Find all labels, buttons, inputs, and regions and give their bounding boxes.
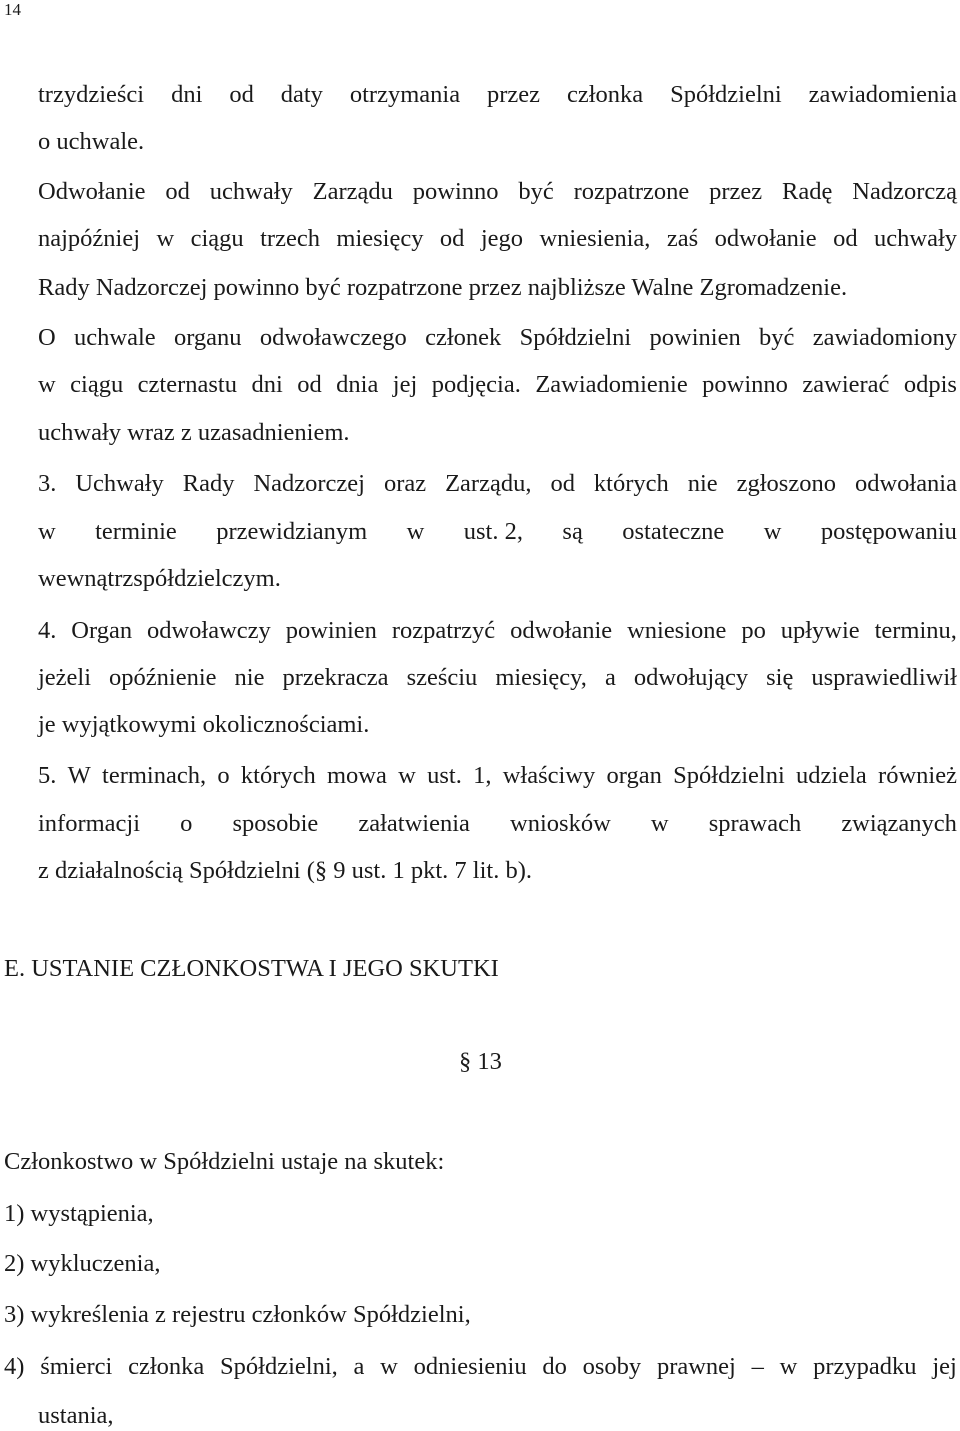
- word: odniesieniu: [413, 1353, 527, 1380]
- paragraph-number: § 13: [459, 1048, 502, 1075]
- section-heading: E. USTANIE CZŁONKOSTWA I JEGO SKUTKI: [4, 955, 499, 982]
- word: prawnej: [656, 1353, 736, 1380]
- word: Spółdzielni,: [220, 1353, 338, 1380]
- word: w: [650, 810, 669, 837]
- word: 5.: [38, 762, 57, 789]
- word: sprawach: [708, 810, 802, 837]
- word: których: [593, 470, 669, 497]
- word: których: [240, 762, 316, 789]
- word: się: [766, 664, 794, 691]
- word: odwoławczego: [259, 324, 407, 351]
- word: sześciu: [406, 664, 478, 691]
- word: przez: [709, 178, 763, 205]
- word: związanych: [841, 810, 957, 837]
- word: o: [180, 810, 193, 837]
- word: opóźnienie: [109, 664, 217, 691]
- word: Uchwały: [75, 470, 164, 497]
- word: upływie: [780, 617, 860, 644]
- word: a: [604, 664, 616, 691]
- word: W: [67, 762, 91, 789]
- word: 3.: [38, 470, 57, 497]
- word: terminu,: [874, 617, 957, 644]
- text-line-17: z działalnością Spółdzielni (§ 9 ust. 1 pkt. 7 lit. b).: [38, 857, 532, 884]
- word: odwoławczy: [146, 617, 271, 644]
- word: Rady: [182, 470, 235, 497]
- word: mowa: [327, 762, 387, 789]
- word: sposobie: [232, 810, 319, 837]
- word: 4): [4, 1353, 25, 1380]
- word: oraz: [383, 470, 427, 497]
- word: organ: [606, 762, 662, 789]
- word: nie: [687, 470, 718, 497]
- text-line-4: [38, 224, 957, 254]
- word: ostateczne: [622, 518, 725, 545]
- word: zawierać: [802, 371, 890, 398]
- word: członek: [425, 324, 502, 351]
- word: 1,: [473, 762, 492, 789]
- text-line-10: [38, 517, 957, 547]
- word: dni: [251, 371, 283, 398]
- word: przypadku: [813, 1353, 917, 1380]
- word: zgłoszono: [736, 470, 836, 497]
- word: O: [38, 324, 56, 351]
- word: w: [406, 518, 425, 545]
- text-line-5: Rady Nadzorczej powinno być rozpatrzone przez najbliższe Walne Zgromadzenie.: [38, 274, 848, 301]
- page-number: 14: [4, 0, 21, 19]
- word: udziela: [796, 762, 867, 789]
- word: również: [878, 762, 957, 789]
- word: do: [542, 1353, 567, 1380]
- word: nie: [234, 664, 265, 691]
- word: po: [741, 617, 766, 644]
- word: jej: [392, 371, 418, 398]
- list-item-3: 3) wykreślenia z rejestru członków Spółdzielni,: [4, 1301, 471, 1328]
- word: właściwy: [502, 762, 596, 789]
- text-line-12: [38, 616, 957, 646]
- word: powinien: [649, 324, 741, 351]
- word: w: [398, 762, 416, 789]
- word: w: [38, 518, 56, 545]
- word: Spółdzielni: [673, 762, 785, 789]
- word: a: [353, 1353, 365, 1380]
- word: w: [38, 371, 56, 398]
- word: podjęcia.: [431, 371, 521, 398]
- word: powinno: [702, 371, 788, 398]
- word: terminach,: [102, 762, 207, 789]
- word: Nadzorczą: [852, 178, 957, 205]
- word: być: [759, 324, 795, 351]
- text-line-9: [38, 469, 957, 499]
- word: członka: [128, 1353, 205, 1380]
- word: uchwale: [74, 324, 156, 351]
- word: od: [229, 81, 254, 108]
- word: wniesienia,: [539, 225, 651, 252]
- list-item-2: 2) wykluczenia,: [4, 1250, 161, 1277]
- word: uchwały: [874, 225, 957, 252]
- word: Zawiadomienie: [535, 371, 688, 398]
- list-intro: Członkostwo w Spółdzielni ustaje na skutek:: [4, 1148, 445, 1175]
- word: najpóźniej: [38, 225, 141, 252]
- word: przez: [487, 81, 541, 108]
- word: Organ: [71, 617, 133, 644]
- word: zawiadomienia: [808, 81, 957, 108]
- word: odpis: [903, 371, 957, 398]
- word: w: [763, 518, 782, 545]
- word: załatwienia: [358, 810, 470, 837]
- word: dnia: [336, 371, 379, 398]
- word: otrzymania: [349, 81, 461, 108]
- word: rozpatrzone: [573, 178, 690, 205]
- word: dni: [171, 81, 203, 108]
- word: uchwały: [209, 178, 293, 205]
- word: przekracza: [282, 664, 389, 691]
- word: ust. 2,: [463, 518, 523, 545]
- word: daty: [280, 81, 323, 108]
- text-line-16: [38, 809, 957, 839]
- word: od: [165, 178, 190, 205]
- word: przewidzianym: [216, 518, 368, 545]
- word: Zarządu,: [445, 470, 532, 497]
- word: śmierci: [40, 1353, 113, 1380]
- list-item-4: [4, 1352, 957, 1382]
- text-line-13: [38, 663, 957, 693]
- word: odwołanie: [714, 225, 817, 252]
- word: ust.: [427, 762, 462, 789]
- word: Odwołanie: [38, 178, 146, 205]
- text-line-1: [38, 80, 957, 110]
- word: członka: [567, 81, 644, 108]
- word: Nadzorczej: [253, 470, 365, 497]
- word: w: [156, 225, 175, 252]
- text-line-11: wewnątrzspółdzielczym.: [38, 565, 281, 592]
- word: informacji: [38, 810, 141, 837]
- word: od: [439, 225, 465, 252]
- word: miesięcy,: [495, 664, 587, 691]
- word: powinno: [412, 178, 499, 205]
- word: osoby: [582, 1353, 642, 1380]
- word: Spółdzielni: [519, 324, 632, 351]
- word: postępowaniu: [820, 518, 957, 545]
- word: ciągu: [190, 225, 244, 252]
- word: rozpatrzyć: [391, 617, 496, 644]
- word: zawiadomiony: [812, 324, 957, 351]
- word: w: [380, 1353, 398, 1380]
- word: od: [833, 225, 858, 252]
- word: jego: [480, 225, 524, 252]
- word: odwołujący: [633, 664, 749, 691]
- word: od: [297, 371, 322, 398]
- word: ciągu: [70, 371, 124, 398]
- word: w: [779, 1353, 798, 1380]
- word: terminie: [95, 518, 177, 545]
- word: są: [562, 518, 583, 545]
- word: odwołania: [854, 470, 957, 497]
- word: być: [518, 178, 554, 205]
- list-item-1: 1) wystąpienia,: [4, 1200, 154, 1227]
- word: odwołanie: [510, 617, 613, 644]
- text-line-2: o uchwale.: [38, 128, 145, 155]
- word: organu: [173, 324, 242, 351]
- word: Spółdzielni: [670, 81, 782, 108]
- text-line-14: je wyjątkowymi okolicznościami.: [38, 711, 370, 738]
- text-line-8: uchwały wraz z uzasadnieniem.: [38, 419, 350, 446]
- word: od: [550, 470, 575, 497]
- word: jej: [932, 1353, 957, 1380]
- list-item-4-continuation: ustania,: [38, 1402, 114, 1429]
- text-line-15: [38, 761, 957, 791]
- word: Radę: [782, 178, 833, 205]
- word: trzech: [260, 225, 320, 252]
- word: –: [751, 1353, 764, 1380]
- text-line-6: [38, 323, 957, 353]
- word: usprawiedliwił: [811, 664, 957, 691]
- word: miesięcy: [336, 225, 424, 252]
- word: zaś: [666, 225, 699, 252]
- word: czternastu: [137, 371, 237, 398]
- word: wniosków: [510, 810, 611, 837]
- text-line-7: [38, 370, 957, 400]
- word: powinien: [285, 617, 377, 644]
- word: wniesione: [627, 617, 727, 644]
- word: 4.: [38, 617, 57, 644]
- word: o: [217, 762, 230, 789]
- word: Zarządu: [312, 178, 393, 205]
- word: jeżeli: [38, 664, 92, 691]
- text-line-3: [38, 177, 957, 207]
- word: trzydzieści: [38, 81, 145, 108]
